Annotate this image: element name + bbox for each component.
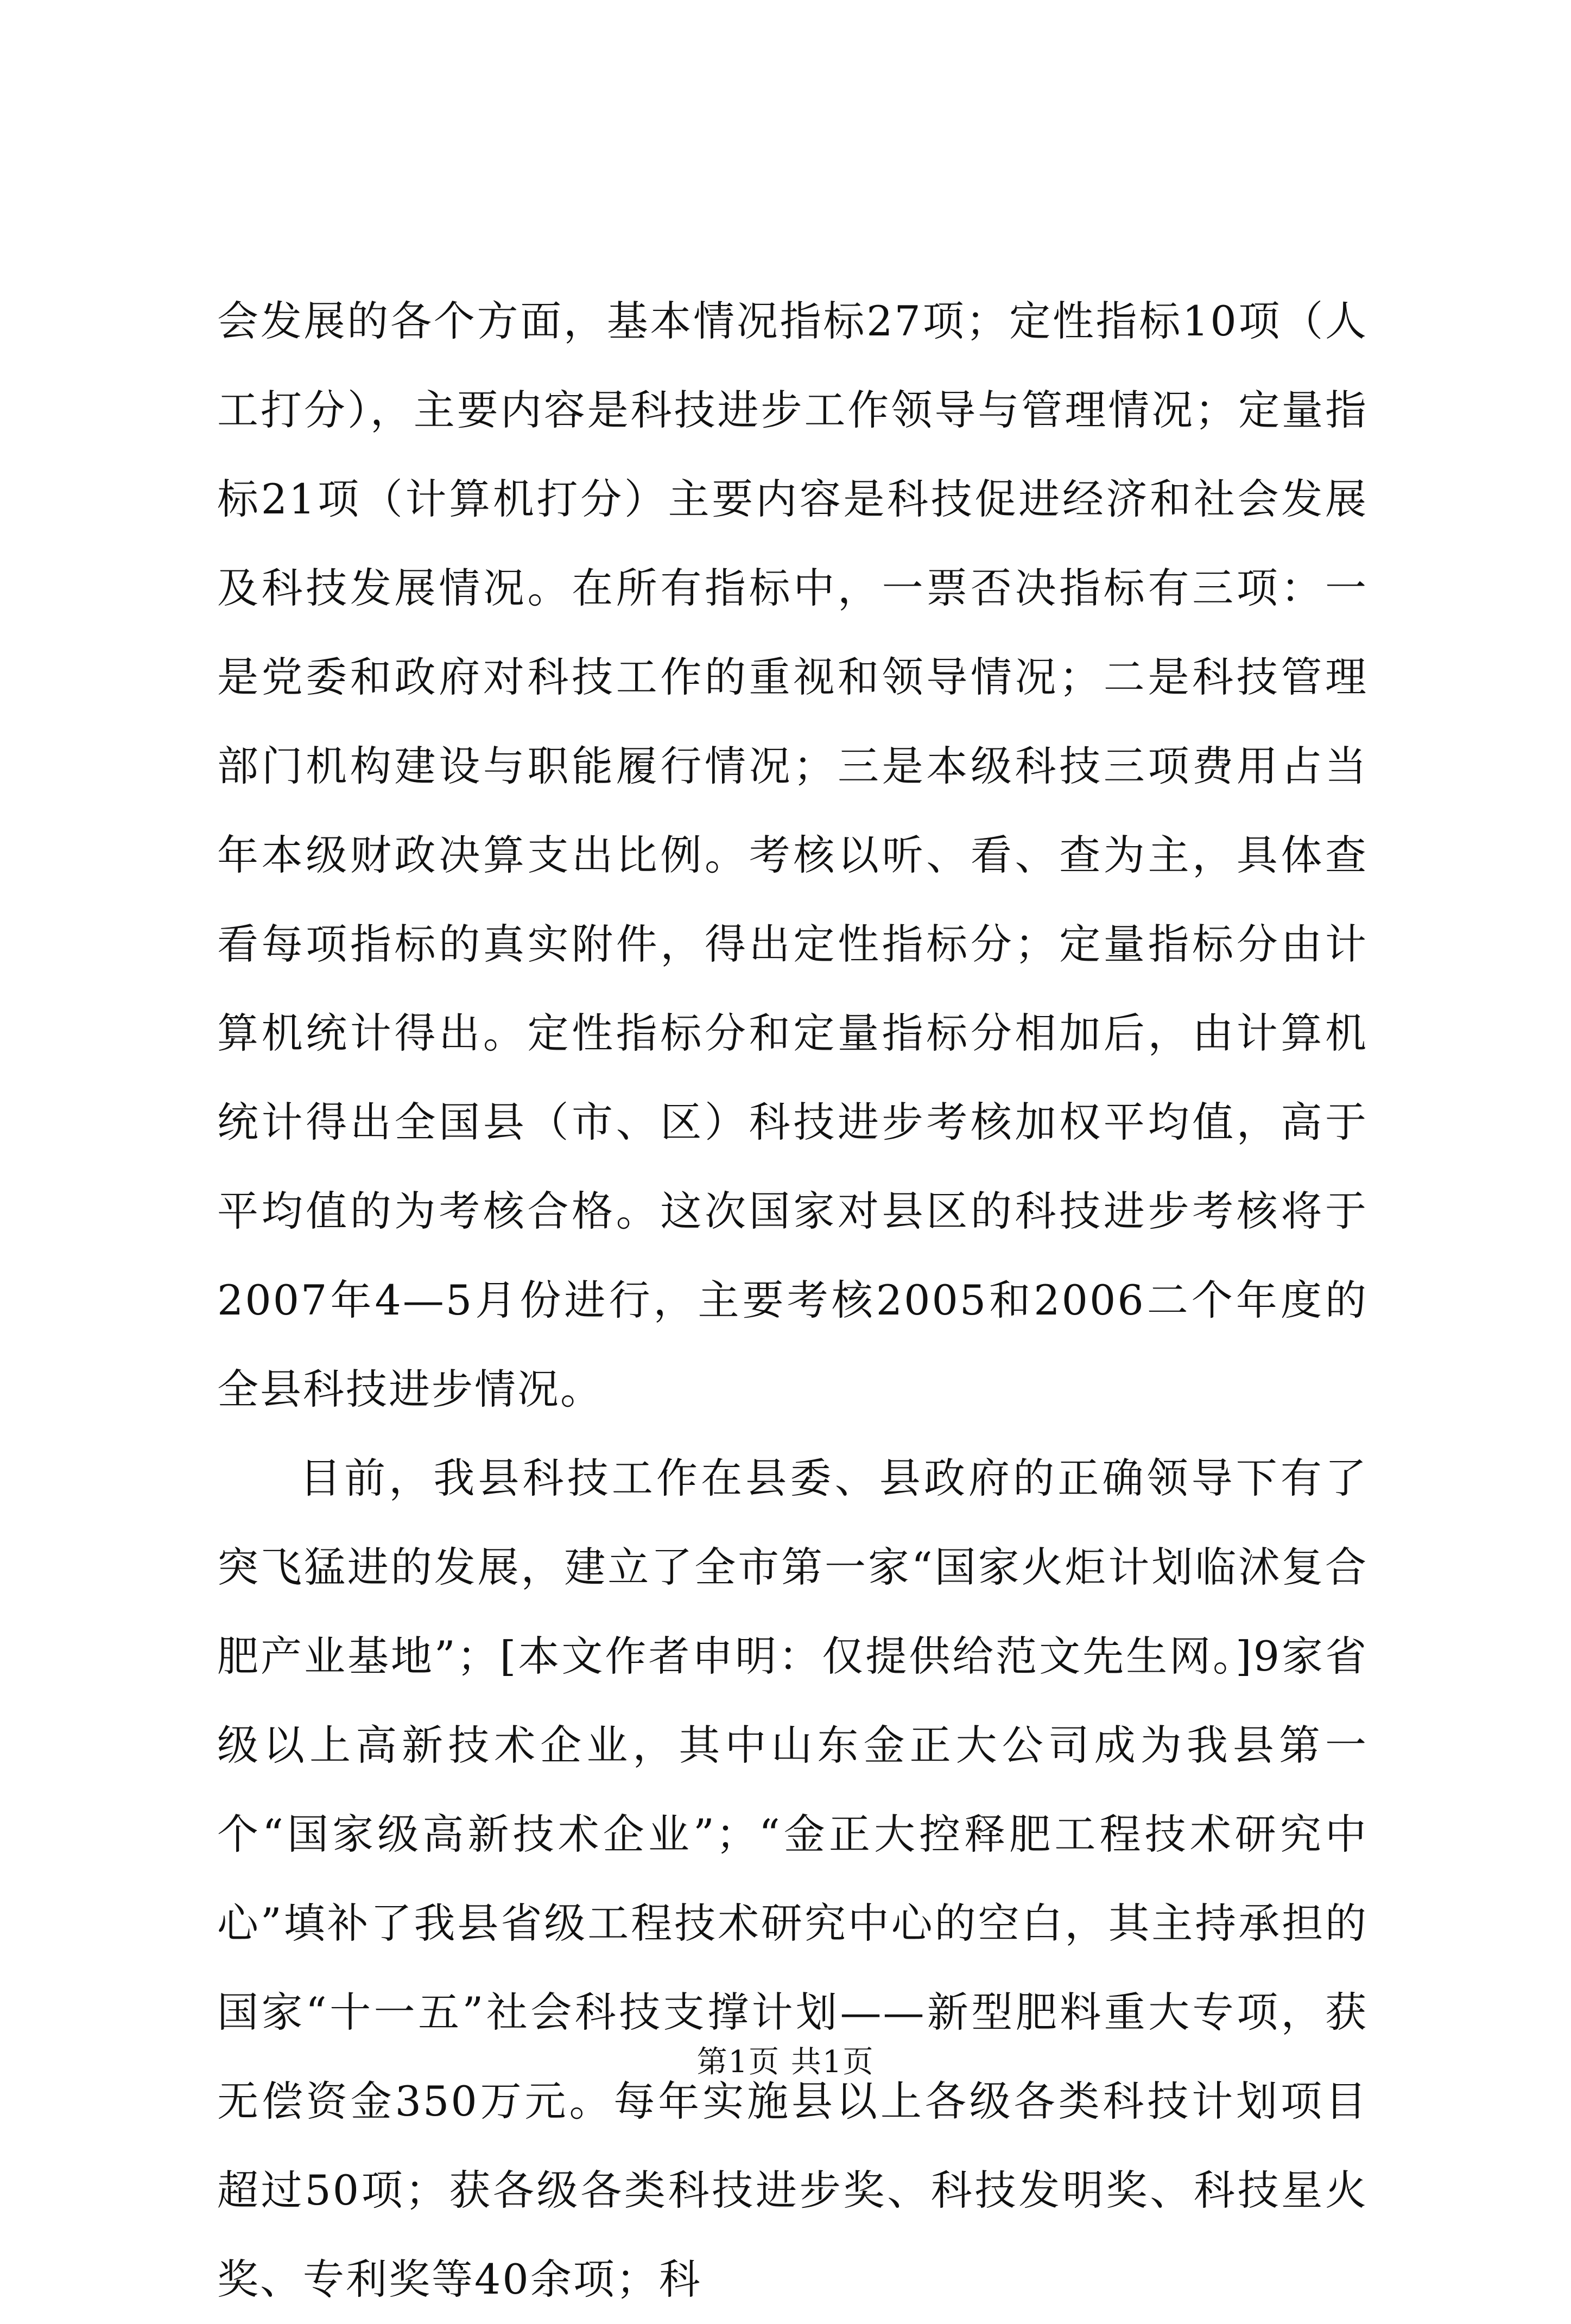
paragraph-1: 会发展的各个方面，基本情况指标27项；定性指标10项（人工打分），主要内容是科技进步工作领导与管理情况；定量指标21项（计算机打分）主要内容是科技促进经济和社会发展及科技发展情况。在所有指标中，一票否决指标有三项：一是党委和政府对科技工作的重视和领导情况；二是科技管理部门机构建设与职能履行情况；三是本级科技三项费用占当年本级财政决算支出比例。考核以听、看、查为主，具体查看每项指标的真实附件，得出定性指标分；定量指标分由计算机统计得出。定性指标分和定量指标分相加后，由计算机统计得出全国县（市、区）科技进步考核加权平均值，高于平均值的为考核合格。这次国家对县区的科技进步考核将于2007年4—5月份进行，主要考核2005和2006二个年度的全县科技进步情况。 [217, 297, 1368, 1413]
document-body [217, 277, 1368, 2324]
page-footer: 第1页 共1页 [696, 2044, 875, 2080]
paragraph-2: 目前，我县科技工作在县委、县政府的正确领导下有了突飞猛进的发展，建立了全市第一家“国家火炬计划临沭复合肥产业基地”；[本文作者申明：仅提供给范文先生网。]9家省级以上高新技术企业，其中山东金正大公司成为我县第一个“国家级高新技术企业”；“金正大控释肥工程技术研究中心”填补了我县省级工程技术研究中心的空白，其主持承担的国家“十一五”社会科技支撑计划——新型肥料重大专项，获无偿资金350万元。每年实施县以上各级各类科技计划项目超过50项；获各级各类科技进步奖、科技发明奖、科技星火奖、专利奖等40余项；科 [217, 1454, 1368, 2303]
